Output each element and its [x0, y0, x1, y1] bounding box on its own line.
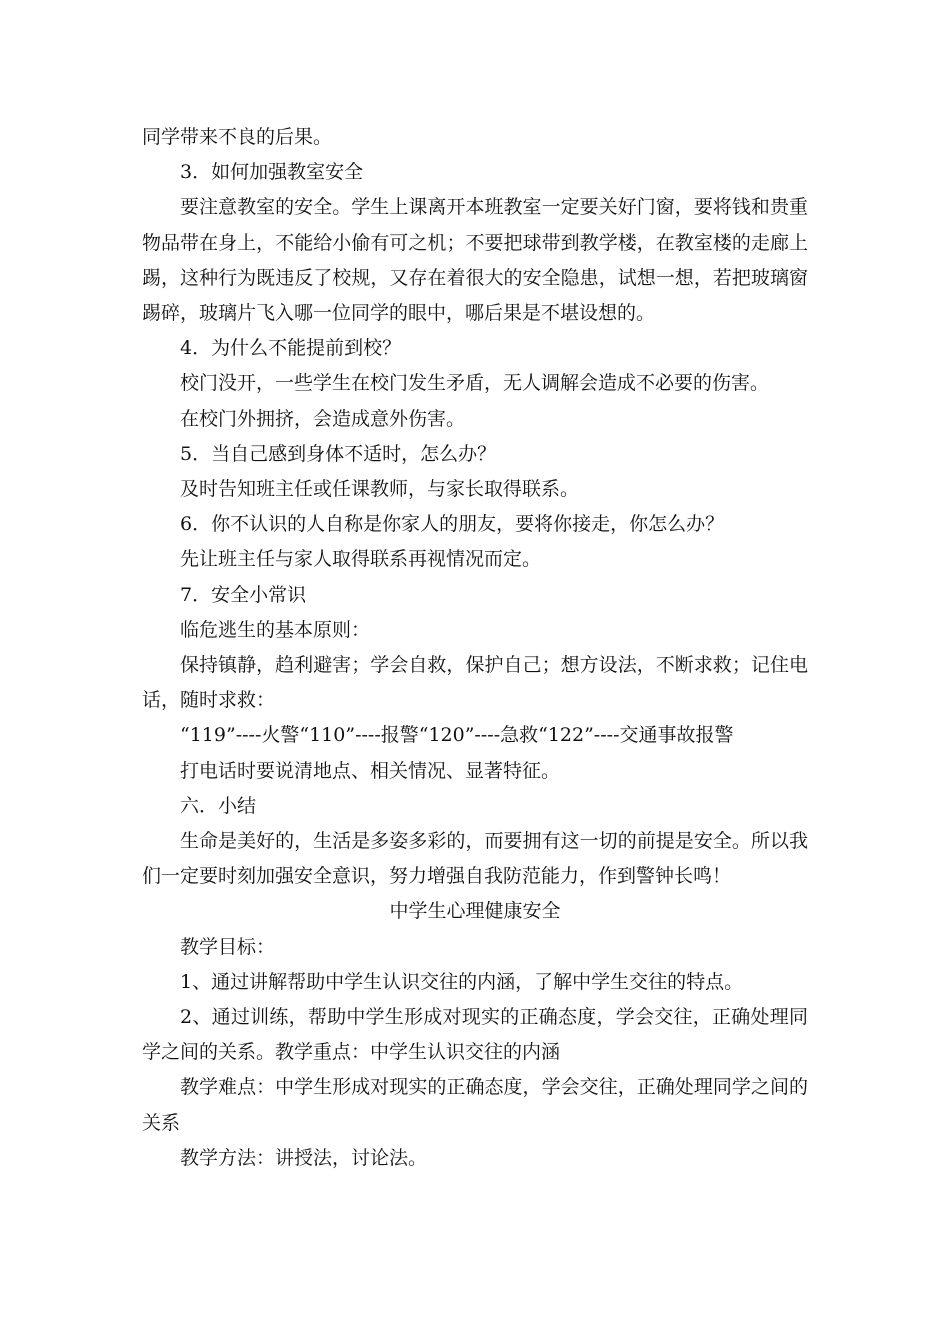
paragraph-14: “119”----火警“110”----报警“120”----急救“122”----交通事故报警 [180, 724, 734, 747]
paragraph-17: 生命是美好的，生活是多姿多彩的，而要拥有这一切的前提是安全。所以我们一定要时刻加强安全意识，努力增强自我防范能力，作到警钟长鸣！ [142, 830, 808, 888]
paragraph-16: 六．小结 [180, 794, 257, 817]
paragraph-13: 保持镇静，趋利避害；学会自救，保护自己；想方设法，不断求救；记住电话，随时求救： [142, 654, 808, 712]
paragraph-7: 5．当自己感到身体不适时，怎么办？ [180, 442, 497, 465]
paragraph-19: 教学目标： [180, 935, 276, 958]
paragraph-22: 教学难点：中学生形成对现实的正确态度，学会交往，正确处理同学之间的关系 [142, 1076, 808, 1134]
paragraph-20: 1、通过讲解帮助中学生认识交往的内涵，了解中学生交往的特点。 [180, 970, 744, 993]
paragraph-3: 要注意教室的安全。学生上课离开本班教室一定要关好门窗，要将钱和贵重物品带在身上，不能给小偷有可之机；不要把球带到教学楼，在教室楼的走廊上踢，这种行为既违反了校规，又存在着很大的安全隐患，试想一想，若把玻璃窗踢碎，玻璃片飞入哪一位同学的眼中，哪后果是不堪设想的。 [142, 196, 808, 325]
paragraph-10: 先让班主任与家人取得联系再视情况而定。 [180, 548, 542, 571]
paragraph-12: 临危逃生的基本原则： [180, 618, 371, 641]
section-title: 中学生心理健康安全 [389, 900, 561, 923]
paragraph-2: 3．如何加强教室安全 [180, 161, 364, 184]
paragraph-23: 教学方法：讲授法，讨论法。 [180, 1146, 428, 1169]
paragraph-6: 在校门外拥挤，会造成意外伤害。 [180, 407, 466, 430]
paragraph-4: 4．为什么不能提前到校？ [180, 337, 402, 360]
paragraph-21: 2、通过训练，帮助中学生形成对现实的正确态度，学会交往，正确处理同学之间的关系。教学重点：中学生认识交往的内涵 [142, 1006, 808, 1064]
paragraph-9: 6．你不认识的人自称是你家人的朋友，要将你接走，你怎么办？ [180, 513, 725, 536]
paragraph-5: 校门没开，一些学生在校门发生矛盾，无人调解会造成不必要的伤害。 [180, 372, 770, 395]
paragraph-1: 同学带来不良的后果。 [142, 126, 333, 148]
paragraph-8: 及时告知班主任或任课教师，与家长取得联系。 [180, 478, 580, 501]
paragraph-15: 打电话时要说清地点、相关情况、显著特征。 [180, 759, 561, 782]
paragraph-11: 7．安全小常识 [180, 583, 307, 606]
